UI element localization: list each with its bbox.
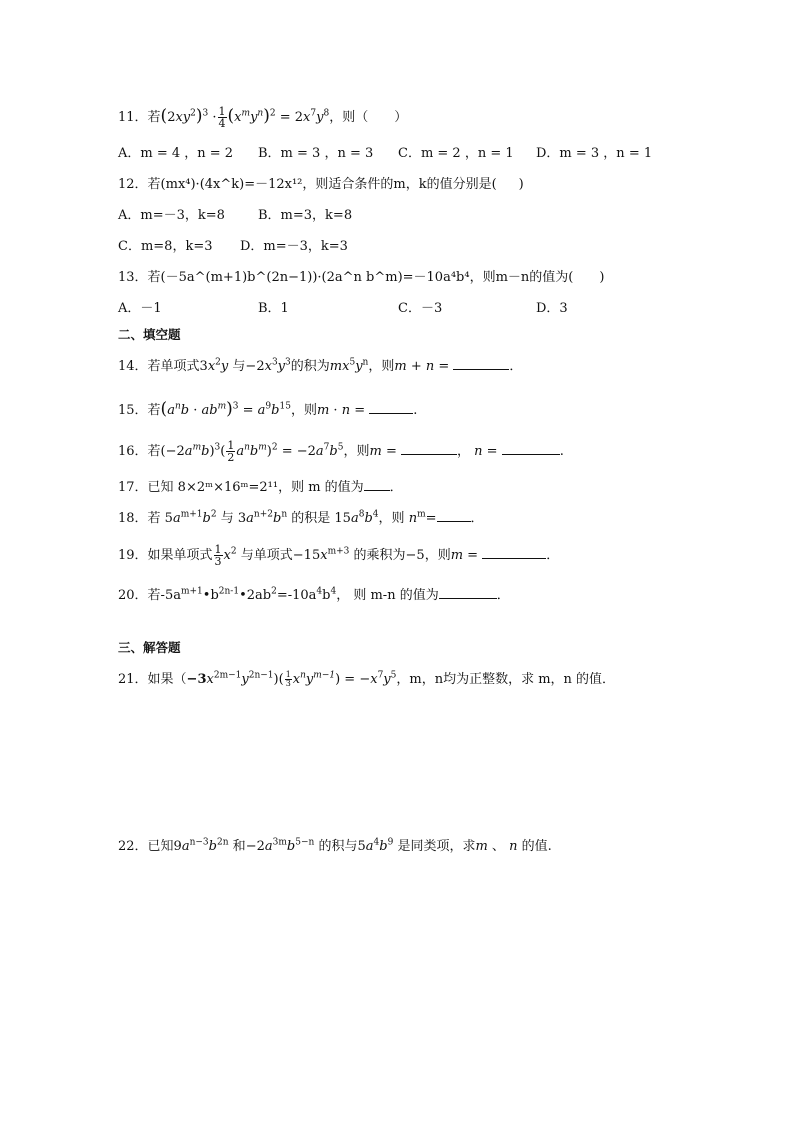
question-21: 21．如果$(-3x^{2m-1}y^{2n-1})$( $\frac{1}{3}$ $x^ny^{m-1}) = -x^7y^5$，m，n均为正整数，求 m，n 的值．	[118, 670, 616, 688]
option-b[interactable]: B．m = 3 ，n = 3	[258, 146, 374, 161]
question-12: 12．若(mx⁴)·(4x^k)=－12x¹²，则适合条件的m，k的值分别是( )	[118, 177, 524, 192]
option-c[interactable]: C．m = 2 ，n = 1	[398, 146, 514, 161]
section-heading-fill-in: 二、填空题	[118, 327, 181, 342]
question-20: 20．若$-5a^{m+1}•b^{2n-1}•2ab^2=-10a^4b^4$， 则 m-n 的值为 ．	[118, 586, 510, 603]
answer-blank[interactable]	[437, 509, 471, 522]
option-d[interactable]: D．m = 3 ，n = 1	[536, 146, 653, 161]
question-17: 17．已知 8×2ᵐ×16ᵐ=2¹¹，则 m 的值为 ．	[118, 480, 403, 495]
option-b[interactable]: B．m=3，k=8	[258, 208, 353, 223]
q12-options-row1	[118, 206, 352, 226]
question-22: 22．已知$9a^{n-3}b^{2n}$ 和$-2a^{3m}b^{5-n}$ 的积与$5a^4b^9$ 是同类项，求m 、 n 的值.	[118, 837, 552, 854]
fraction-one-third: $\frac{1}{3}$	[214, 543, 222, 568]
q12-options-row2	[118, 237, 348, 257]
answer-blank[interactable]	[369, 401, 413, 414]
question-16: 16．若$(-2a^mb)^3$( $\frac{1}{2}$ $a^nb^m)^2 = -2a^7b^5$，则m = ， n = .	[118, 439, 564, 464]
q13-options	[118, 299, 568, 319]
answer-blank[interactable]	[439, 586, 497, 599]
fraction-one-quarter: $\frac{1}{4}$	[218, 105, 226, 130]
answer-blank[interactable]	[453, 357, 509, 370]
option-c[interactable]: C．m=8，k=3	[118, 239, 213, 254]
option-a[interactable]: A．m=－3，k=8	[118, 208, 225, 223]
question-14: 14．若单项式$3x^2y$ 与$-2x^3y^3$的积为$mx^5y^n$，则m + n = ．	[118, 357, 523, 374]
question-18: 18．若 $5a^{m+1}b^2$ 与 $3a^{n+2}b^n$ 的积是 $15a^8b^4$，则 $n^m=$ ．	[118, 509, 484, 526]
option-a[interactable]: A．m = 4 ，n = 2	[118, 146, 234, 161]
answer-blank-n[interactable]	[502, 442, 560, 455]
fraction-one-half: $\frac{1}{2}$	[227, 439, 235, 464]
option-b[interactable]: B．1	[258, 301, 289, 316]
option-d[interactable]: D．m=－3，k=3	[240, 239, 348, 254]
question-13: 13．若(－5a^(m+1)b^(2n−1))·(2a^n b^m)=－10a⁴b⁴，则m－n的值为( )	[118, 270, 605, 285]
q11-options	[118, 144, 652, 164]
question-19: 19．如果单项式 $\frac{1}{3}$ $x^2$ 与单项式$-15x^{m+3}$ 的乘积为−5，则m = ．	[118, 543, 560, 568]
answer-blank[interactable]	[482, 546, 546, 559]
question-15: 15．若$(a^nb \cdot ab^m)^3 = a^9b^{15}$，则m · n = .	[118, 399, 418, 419]
option-a[interactable]: A．－1	[118, 301, 162, 316]
fraction-one-third: $\frac{1}{3}$	[285, 670, 291, 688]
answer-blank-m[interactable]	[401, 442, 457, 455]
option-d[interactable]: D．3	[536, 301, 568, 316]
answer-blank[interactable]	[364, 478, 390, 491]
option-c[interactable]: C．－3	[398, 301, 443, 316]
question-11: 11．若$(2xy^2)^3$ · $\frac{1}{4}$ $(x^my^n)^2 = 2x^7y^8$，则（ ）	[118, 105, 408, 130]
section-heading-solve: 三、解答题	[118, 640, 181, 655]
